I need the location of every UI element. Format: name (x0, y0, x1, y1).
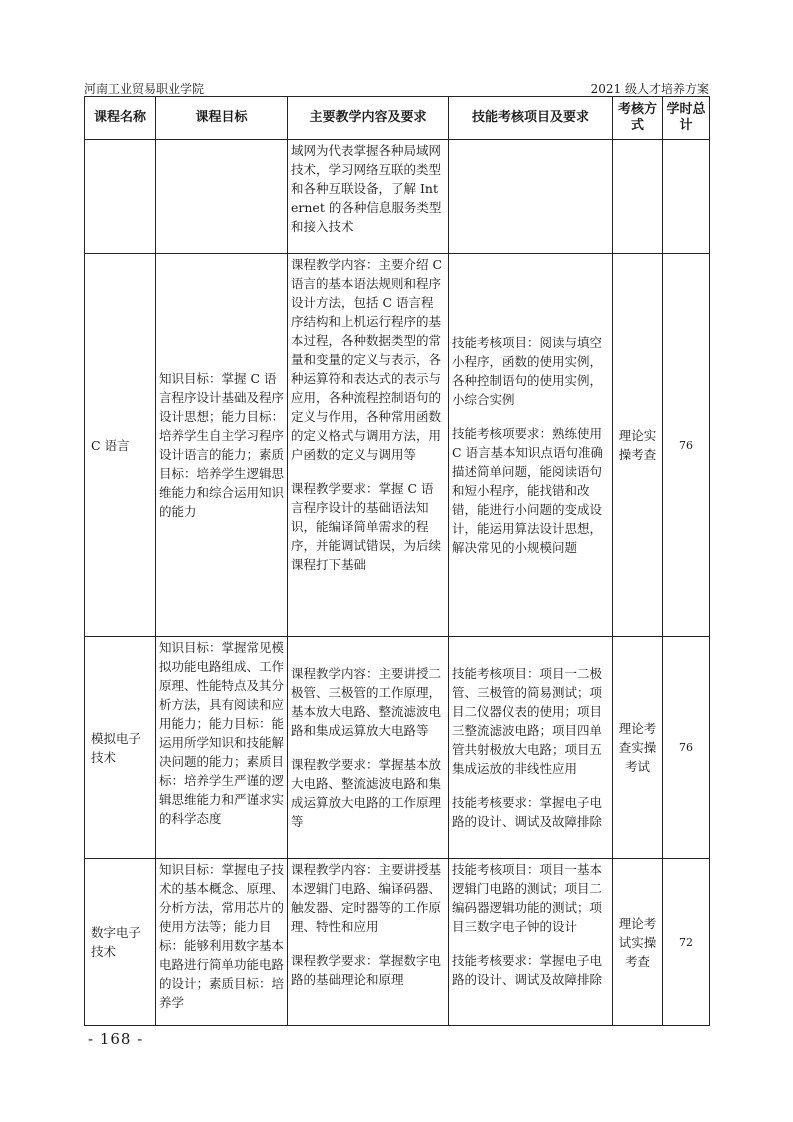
column-header-skill: 技能考核项目及要求 (449, 97, 613, 140)
course-content (288, 140, 449, 254)
column-header-course-name: 课程名称 (85, 97, 156, 140)
skill-items: 技能考核项目：项目一二极管、三极管的简易测试；项目二仪器仪表的使用；项目三整流滤波电路；项目四单管共射极放大电路；项目五集成运放的非线性应用 (452, 666, 603, 776)
content-requirement: 课程教学要求：掌握数字电路的基础理论和原理 (291, 953, 442, 987)
content-requirement: 课程教学要求：掌握基本放大电路、整流滤波电路和集成运算放大电路的工作原理等 (291, 757, 442, 829)
total-hours (663, 140, 710, 254)
school-name: 河南工业贸易职业学院 (84, 82, 205, 96)
course-table (84, 96, 710, 1026)
skill-assessment (449, 859, 613, 1026)
column-header-content: 主要教学内容及要求 (288, 97, 449, 140)
content-description: 域网为代表掌握各种局域网技术，学习网络互联的类型和各种互联设备，了解 Internet 的各种信息服务类型和接入技术 (291, 143, 442, 234)
content-description: 课程教学内容：主要讲授二极管、三极管的工作原理，基本放大电路、整流滤波电路和集成运算放大电路等 (291, 666, 442, 738)
course-name (85, 140, 156, 254)
content-description: 课程教学内容：主要讲授基本逻辑门电路、编译码器、触发器、定时器等的工作原理、特性和应用 (291, 862, 442, 934)
page-number: - 168 - (88, 1030, 144, 1048)
total-hours: 72 (663, 859, 710, 1026)
plan-title: 2021 级人才培养方案 (590, 82, 709, 96)
skill-requirement: 技能考核项要求：熟练使用 C 语言基本知识点语句准确描述简单问题，能阅读语句和短小程序，能找错和改错，能进行小问题的变成设计，能运用算法设计思想，解决常见的小规模问题 (452, 426, 604, 555)
total-hours: 76 (663, 254, 710, 637)
skill-assessment (449, 254, 613, 637)
skill-items: 技能考核项目：阅读与填空小程序，函数的使用实例，各种控制语句的使用实例，小综合实例 (452, 335, 603, 407)
column-header-method: 考核方式 (613, 97, 663, 140)
assessment-method: 理论实操考查 (613, 254, 663, 637)
course-content (288, 859, 449, 1026)
course-name: 模拟电子技术 (85, 637, 156, 859)
skill-items: 技能考核项目：项目一基本逻辑门电路的测试；项目二编码器逻辑功能的测试；项目三数字电子钟的设计 (452, 862, 603, 934)
table-header-row (85, 97, 710, 140)
table-row (85, 637, 710, 859)
course-content (288, 254, 449, 637)
course-goal: 知识目标：掌握 C 语言程序设计基础及程序设计思想；能力目标：培养学生自主学习程序设计语言的能力；素质目标：培养学生逻辑思维能力和综合运用知识的能力 (156, 254, 288, 637)
table-row (85, 140, 710, 254)
skill-assessment (449, 637, 613, 859)
course-goal: 知识目标：掌握电子技术的基本概念、原理、分析方法，常用芯片的使用方法等；能力目标：能够利用数字基本电路进行简单功能电路的设计；素质目标：培养学 (156, 859, 288, 1026)
page-header (84, 78, 709, 98)
course-name: C 语言 (85, 254, 156, 637)
course-content (288, 637, 449, 859)
content-description: 课程教学内容：主要介绍 C 语言的基本语法规则和程序设计方法，包括 C 语言程序结构和上机运行程序的基本过程，各种数据类型的常量和变量的定义与表示，各种运算符和表达式的表示与应用，各种流程控制语句的定义与作用，各种常用函数的定义格式与调用方法，用户函数的定义与调用等 (291, 257, 443, 462)
assessment-method: 理论考试实操考查 (613, 859, 663, 1026)
course-goal (156, 140, 288, 254)
column-header-hours: 学时总计 (663, 97, 710, 140)
table-row (85, 859, 710, 1026)
skill-requirement: 技能考核要求：掌握电子电路的设计、调试及故障排除 (452, 795, 603, 829)
content-requirement: 课程教学要求：掌握 C 语言程序设计的基础语法知识，能编译简单需求的程序，并能调试错误，为后续课程打下基础 (291, 481, 442, 572)
course-goal: 知识目标：掌握常见模拟功能电路组成、工作原理、性能特点及其分析方法，具有阅读和应用能力；能力目标：能运用所学知识和技能解决问题的能力；素质目标：培养学生严谨的逻辑思维能力和严谨求实的科学态度 (156, 637, 288, 859)
course-name: 数字电子技术 (85, 859, 156, 1026)
total-hours: 76 (663, 637, 710, 859)
skill-requirement: 技能考核要求：掌握电子电路的设计、调试及故障排除 (452, 953, 603, 987)
column-header-course-goal: 课程目标 (156, 97, 288, 140)
table-row (85, 254, 710, 637)
assessment-method: 理论考查实操考试 (613, 637, 663, 859)
skill-assessment (449, 140, 613, 254)
assessment-method (613, 140, 663, 254)
